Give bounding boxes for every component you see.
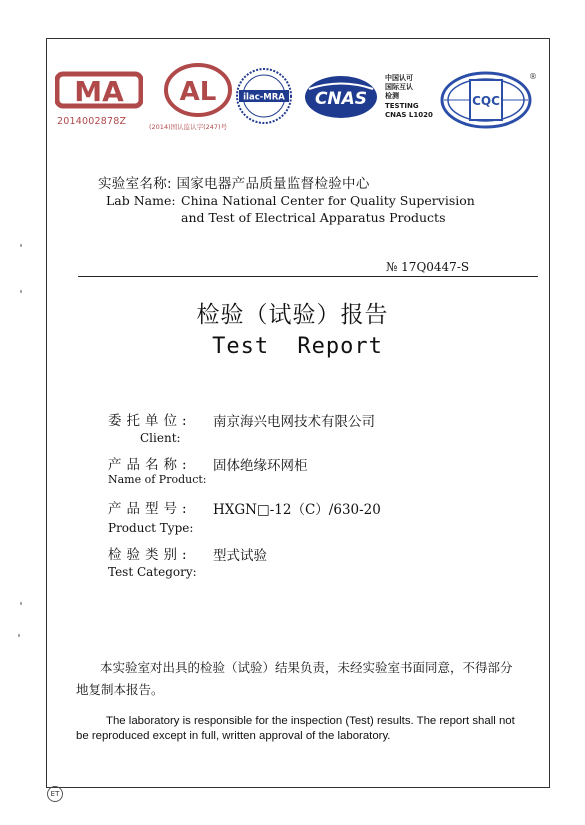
type-value: HXGN□-12（C）/630-20: [213, 502, 381, 518]
scan-speck: [20, 244, 22, 247]
product-label-en: Name of Product:: [108, 473, 207, 486]
client-value: 南京海兴电网技术有限公司: [213, 414, 375, 430]
category-value: 型式试验: [213, 548, 267, 564]
lab-name-cn: 实验室名称: 国家电器产品质量监督检验中心: [98, 176, 370, 192]
statement-en: The laboratory is responsible for the inspection (Test) results. The report shall not be reproduced except in full, written approval of the laboratory.: [76, 715, 515, 742]
scan-speck: [18, 634, 20, 637]
lab-name-en-label: Lab Name:: [106, 193, 176, 208]
footer-mark-icon: ET: [47, 786, 63, 802]
svg-text:CNAS: CNAS: [314, 89, 368, 109]
product-label-cn: 产品名称:: [108, 457, 192, 473]
title-en: Test Report: [212, 334, 383, 359]
client-label-en: Client:: [140, 431, 181, 445]
type-label-en: Product Type:: [108, 521, 194, 535]
cnas-side-text: 中国认可 国际互认 检测 TESTING CNAS L1020: [385, 74, 433, 119]
cal-logo-icon: [163, 62, 233, 118]
scan-speck: [20, 602, 22, 605]
ilac-mra-logo-icon: [233, 66, 295, 126]
cma-logo-icon: [55, 68, 143, 112]
svg-text:ilac-MRA: ilac-MRA: [243, 92, 285, 103]
registered-mark: ®: [529, 72, 537, 81]
svg-text:MA: MA: [74, 75, 124, 108]
cnas-logo-icon: [303, 74, 379, 120]
cma-number: 2014002878Z: [57, 116, 127, 127]
type-label-cn: 产品型号:: [108, 501, 192, 517]
lab-name-en-line2: and Test of Electrical Apparatus Products: [181, 210, 446, 225]
divider: [78, 276, 538, 277]
report-number: № 17Q0447-S: [386, 260, 470, 274]
category-label-cn: 检验类别:: [108, 547, 192, 563]
accreditation-logos: [55, 60, 545, 140]
scan-speck: [20, 290, 22, 293]
client-label-cn: 委托单位:: [108, 413, 192, 429]
statement-cn: 本实验室对出具的检验（试验）结果负责，未经实验室书面同意，不得部分地复制本报告。: [76, 660, 513, 697]
lab-name-en-line1: China National Center for Quality Supervision: [181, 193, 475, 208]
title-cn: 检验（试验）报告: [196, 302, 389, 328]
cqc-logo-icon: [440, 70, 532, 130]
svg-text:CQC: CQC: [472, 94, 500, 108]
svg-text:AL: AL: [179, 77, 217, 107]
product-value: 固体绝缘环网柜: [213, 458, 308, 474]
cal-number: (2014)国认监认字(247)号: [149, 123, 228, 131]
category-label-en: Test Category:: [108, 565, 197, 579]
